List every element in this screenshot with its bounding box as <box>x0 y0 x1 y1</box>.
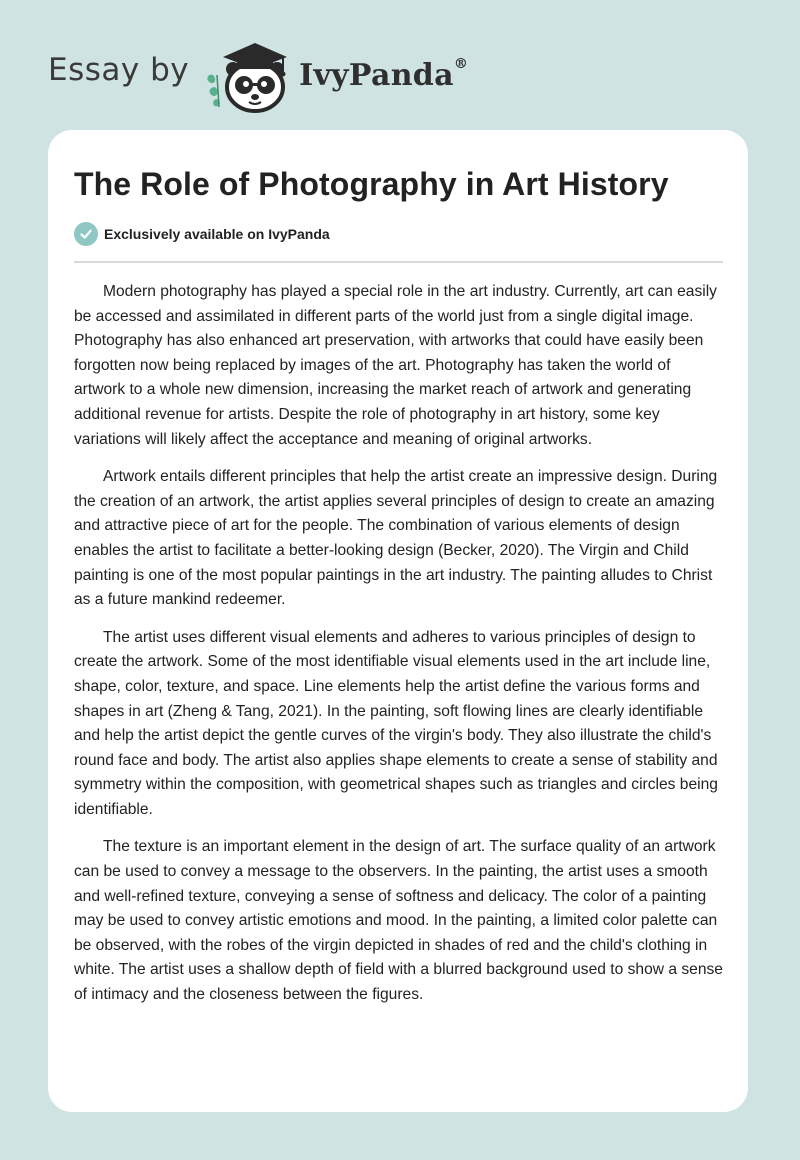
brand-name[interactable] <box>299 55 469 93</box>
brand-text: IvyPanda <box>299 57 454 93</box>
exclusive-badge-text: Exclusively available on IvyPanda <box>104 226 330 242</box>
essay-body <box>74 280 724 1021</box>
paragraph-1: Modern photography has played a special role in the art industry. Currently, art can easily be accessed and assimilated in different parts of the world just from a single digital image. Photography has also enhanced art preservation, with artworks that could have easily been forgotten now being replaced by images of the art. Photography has taken the world of artwork to a whole new dimension, increasing the market reach of artwork and generating additional revenue for artists. Despite the role of photography in art history, some key variations will likely affect the acceptance and meaning of original artworks. <box>74 283 717 448</box>
paragraph-4: The texture is an important element in the design of art. The surface quality of an artwork can be used to convey a message to the observers. In the painting, the artist uses a smooth and well-refined texture, conveying a sense of softness and delicacy. The color of a painting may be used to convey artistic emotions and mood. In the painting, a limited color palette can be observed, with the robes of the virgin depicted in shades of red and the child's clothing in white. The artist uses a shallow depth of field with a blurred background used to show a sense of intimacy and the closeness between the figures. <box>74 838 723 1004</box>
panda-graduate-icon[interactable] <box>203 35 295 113</box>
paragraph-2: Artwork entails different principles that help the artist create an impressive design. During the creation of an artwork, the artist applies several principles of design to create an amazing and attractive piece of art for the people. The combination of various elements of design enables the artist to facilitate a better-looking design (Becker, 2020). The Virgin and Child painting is one of the most popular paintings in the art industry. The painting alludes to Christ as a future mankind redeemer. <box>74 468 718 609</box>
paragraph-3: The artist uses different visual elements and adheres to various principles of design to create the artwork. Some of the most identifiable visual elements used in the art include line, shape, color, texture, and space. Line elements help the artist define the various forms and shapes in art (Zheng & Tang, 2021). In the painting, soft flowing lines are clearly identifiable and help the artist depict the gentle curves of the virgin's body. They also illustrate the child's round face and body. The artist also applies shape elements to create a sense of stability and symmetry within the composition, with geometrical shapes such as triangles and circles being identifiable. <box>74 628 718 818</box>
exclusive-badge <box>74 222 330 246</box>
title-divider <box>74 261 723 263</box>
check-circle-icon <box>74 222 98 246</box>
site-header <box>48 30 468 120</box>
essay-by-label: Essay by <box>48 52 190 88</box>
ivy-leaf-icon <box>207 75 219 107</box>
page-title: The Role of Photography in Art History <box>74 166 669 202</box>
registered-mark: ® <box>453 55 469 72</box>
